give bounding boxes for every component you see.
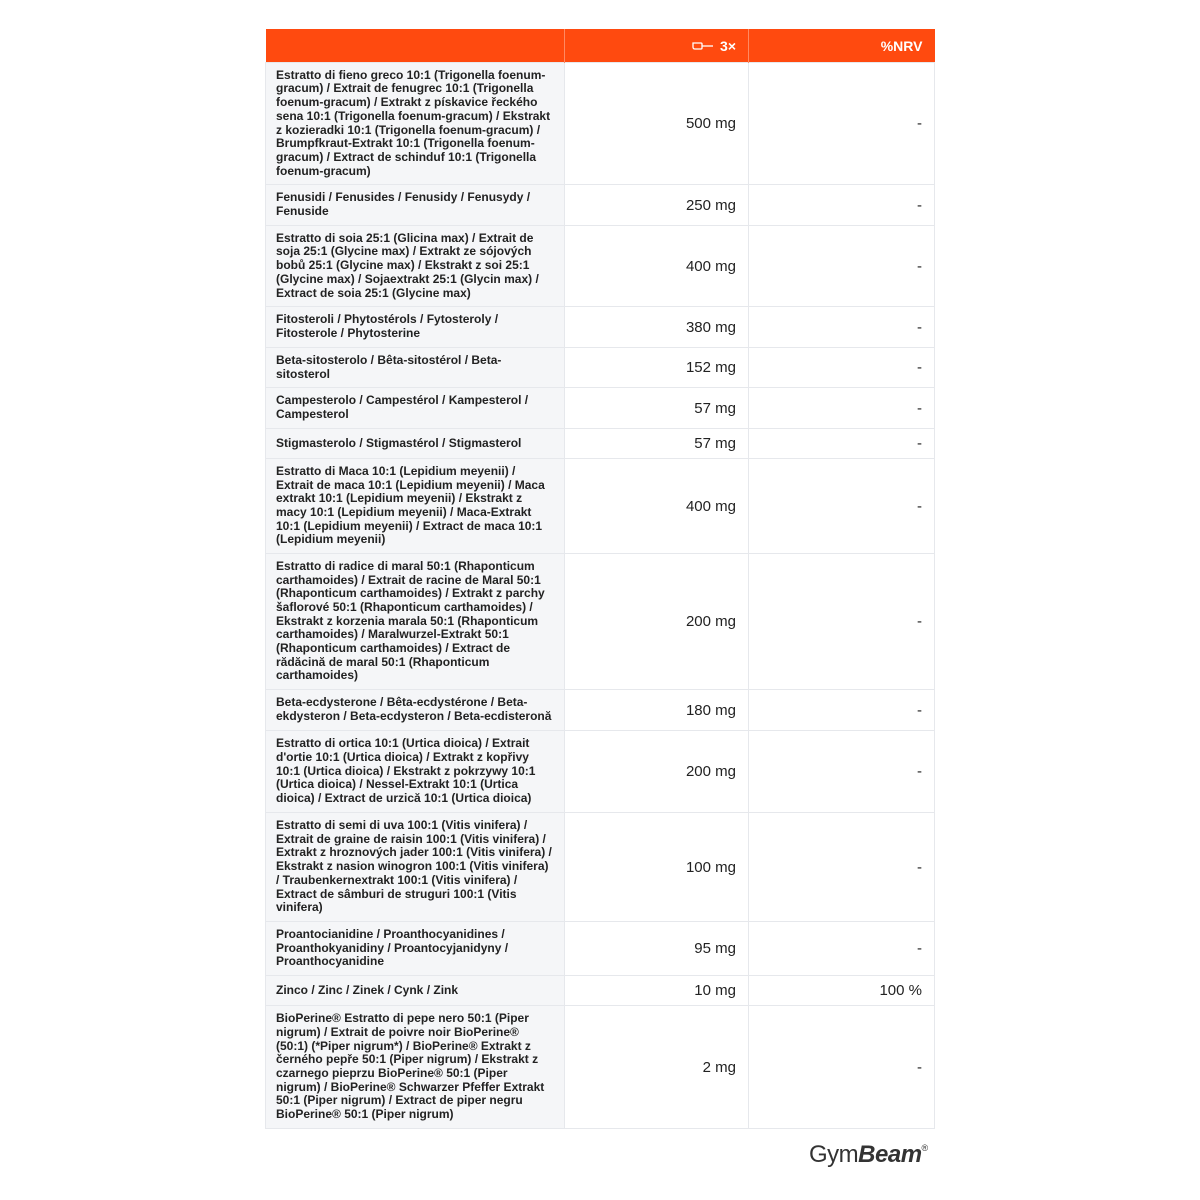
ingredient-nrv: 100 %: [749, 976, 935, 1006]
table-row: [266, 922, 935, 976]
table-row: [266, 459, 935, 554]
logo-text-bold: Beam: [858, 1141, 922, 1168]
table-body: [266, 63, 935, 1129]
ingredient-name: Estratto di soia 25:1 (Glicina max) / Extrait de soja 25:1 (Glycine max) / Extrakt ze sójových bobů 25:1 (Glycine max) / Ekstrakt z soi 25:1 (Glycine max) / Sojaextrakt 25:1 (Glycin max) / Extract de soia 25:1 (Glycine max): [266, 226, 565, 307]
ingredient-nrv: -: [749, 813, 935, 922]
ingredient-nrv: -: [749, 690, 935, 731]
ingredient-nrv: -: [749, 429, 935, 459]
ingredient-amount: 57 mg: [565, 388, 749, 429]
ingredient-nrv: -: [749, 307, 935, 348]
ingredient-name: Zinco / Zinc / Zinek / Cynk / Zink: [266, 976, 565, 1006]
ingredient-name: Campesterolo / Campestérol / Kampesterol / Campesterol: [266, 388, 565, 429]
table-row: [266, 388, 935, 429]
ingredient-name: BioPerine® Estratto di pepe nero 50:1 (Piper nigrum) / Extrait de poivre noir BioPerine® (50:1) (*Piper nigrum*) / BioPerine® Extrakt z černého pepře 50:1 (Piper nigrum) / Ekstrakt z czarnego pieprzu BioPerine® 50:1 (Piper nigrum) / BioPerine® Schwarzer Pfeffer Extrakt 50:1 (Piper nigrum) / Extract de piper negru BioPerine® 50:1 (Piper nigrum): [266, 1006, 565, 1129]
table-row: [266, 226, 935, 307]
logo-text-light: Gym: [809, 1141, 859, 1168]
ingredient-amount: 200 mg: [565, 554, 749, 690]
table-row: [266, 554, 935, 690]
ingredient-name: Proantocianidine / Proanthocyanidines / Proanthokyanidiny / Proantocyjanidyny / Proanthocyanidine: [266, 922, 565, 976]
ingredient-name: Estratto di Maca 10:1 (Lepidium meyenii) / Extrait de maca 10:1 (Lepidium meyenii) / Maca extrakt 10:1 (Lepidium meyenii) / Ekstrakt z macy 10:1 (Lepidium meyenii) / Maca-Extrakt 10:1 (Lepidium meyenii) / Extract de maca 10:1 (Lepidium meyenii): [266, 459, 565, 554]
table-row: [266, 185, 935, 226]
header-nrv-label: %NRV: [749, 29, 935, 63]
ingredient-amount: 100 mg: [565, 813, 749, 922]
ingredient-name: Estratto di semi di uva 100:1 (Vitis vinifera) / Extrait de graine de raisin 100:1 (Vitis vinifera) / Extrakt z hroznových jader 100:1 (Vitis vinifera) / Ekstrakt z nasion winogron 100:1 (Vitis vinifera) / Traubenkernextrakt 100:1 (Vitis vinifera) / Extract de sâmburi de struguri 100:1 (Vitis vinifera): [266, 813, 565, 922]
ingredient-amount: 500 mg: [565, 63, 749, 185]
table-header-row: [266, 29, 935, 63]
ingredient-amount: 200 mg: [565, 731, 749, 813]
ingredient-name: Beta-ecdysterone / Bêta-ecdystérone / Beta-ekdysteron / Beta-ecdysteron / Beta-ecdisteronă: [266, 690, 565, 731]
ingredient-nrv: -: [749, 63, 935, 185]
table-row: [266, 690, 935, 731]
header-amount-cell: [565, 29, 749, 63]
table-row: [266, 429, 935, 459]
ingredient-name: Estratto di radice di maral 50:1 (Rhaponticum carthamoides) / Extrait de racine de Maral 50:1 (Rhaponticum carthamoides) / Extrakt z parchy šaflorové 50:1 (Rhaponticum carthamoides) / Ekstrakt z korzenia marala 50:1 (Rhaponticum carthamoides) / Maralwurzel-Extrakt 50:1 (Rhaponticum carthamoides) / Extract de rădăcină de maral 50:1 (Rhaponticum carthamoides): [266, 554, 565, 690]
ingredient-amount: 57 mg: [565, 429, 749, 459]
ingredient-nrv: -: [749, 185, 935, 226]
ingredient-name: Stigmasterolo / Stigmastérol / Stigmasterol: [266, 429, 565, 459]
ingredient-amount: 95 mg: [565, 922, 749, 976]
ingredient-name: Fitosteroli / Phytostérols / Fytosteroly / Fitosterole / Phytosterine: [266, 307, 565, 348]
table-row: [266, 813, 935, 922]
table-row: [266, 307, 935, 348]
ingredient-nrv: -: [749, 1006, 935, 1129]
ingredient-amount: 2 mg: [565, 1006, 749, 1129]
ingredient-amount: 152 mg: [565, 348, 749, 388]
ingredient-amount: 400 mg: [565, 226, 749, 307]
ingredient-nrv: -: [749, 731, 935, 813]
table-row: [266, 731, 935, 813]
ingredient-amount: 400 mg: [565, 459, 749, 554]
table-row: [266, 348, 935, 388]
table-row: [266, 976, 935, 1006]
ingredient-name: Fenusidi / Fenusides / Fenusidy / Fenusydy / Fenuside: [266, 185, 565, 226]
header-amount-label: 3×: [720, 37, 736, 54]
ingredient-nrv: -: [749, 554, 935, 690]
ingredient-nrv: -: [749, 459, 935, 554]
ingredient-amount: 10 mg: [565, 976, 749, 1006]
ingredient-name: Estratto di ortica 10:1 (Urtica dioica) / Extrait d'ortie 10:1 (Urtica dioica) / Extrakt z kopřivy 10:1 (Urtica dioica) / Ekstrakt z pokrzywy 10:1 (Urtica dioica) / Nessel-Extrakt 10:1 (Urtica dioica) / Extract de urzică 10:1 (Urtica dioica): [266, 731, 565, 813]
ingredient-name: Beta-sitosterolo / Bêta-sitostérol / Beta-sitosterol: [266, 348, 565, 388]
table-row: [266, 1006, 935, 1129]
ingredient-name: Estratto di fieno greco 10:1 (Trigonella foenum-gracum) / Extrait de fenugrec 10:1 (Trigonella foenum-gracum) / Extrakt z pískavice řeckého sena 10:1 (Trigonella foenum-gracum) / Ekstrakt z kozieradki 10:1 (Trigonella foenum-gracum) / Brumpfkraut-Extrakt 10:1 (Trigonella foenum-gracum) / Extract de schinduf 10:1 (Trigonella foenum-gracum): [266, 63, 565, 185]
ingredient-nrv: -: [749, 922, 935, 976]
header-name-cell: [266, 29, 565, 63]
ingredient-nrv: -: [749, 226, 935, 307]
nutrition-table: [265, 29, 935, 1129]
logo-registered-mark: ®: [921, 1143, 928, 1153]
ingredient-nrv: -: [749, 348, 935, 388]
gymbeam-logo: [809, 1141, 928, 1169]
ingredient-amount: 380 mg: [565, 307, 749, 348]
table-row: [266, 63, 935, 185]
ingredient-amount: 180 mg: [565, 690, 749, 731]
ingredient-amount: 250 mg: [565, 185, 749, 226]
scoop-icon: [692, 41, 714, 51]
ingredient-nrv: -: [749, 388, 935, 429]
